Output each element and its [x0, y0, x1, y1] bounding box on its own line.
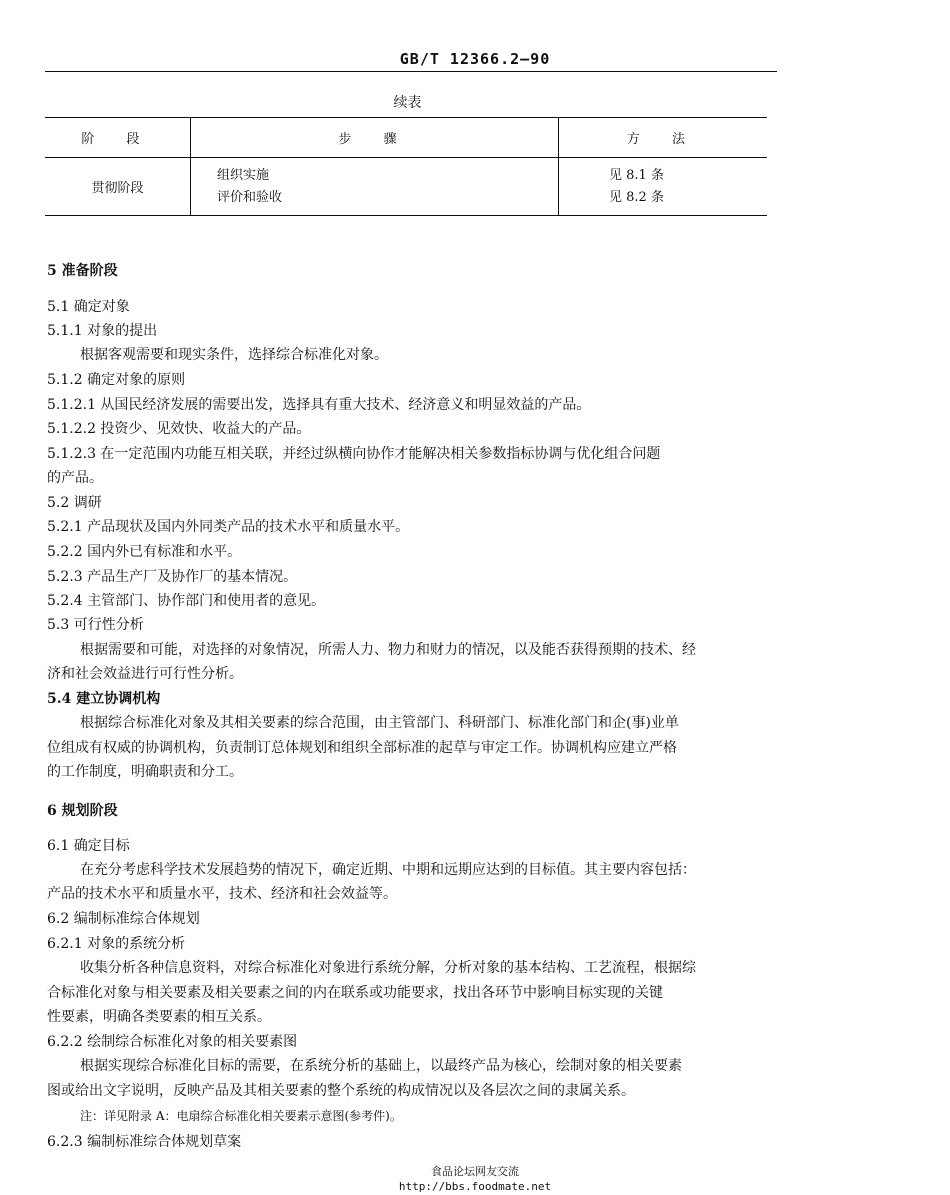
header-method: 方 法: [559, 118, 768, 158]
table-title: 续表: [393, 95, 422, 111]
clause-line: 5.1.2.2 投资少、见效快、收益大的产品。: [47, 421, 311, 437]
paragraph-line: 根据综合标准化对象及其相关要素的综合范围，由主管部门、科研部门、标准化部门和企(事)业单: [80, 715, 679, 731]
clause-heading: 5.1.2 确定对象的原则: [47, 372, 186, 388]
section-heading: 6 规划阶段: [47, 803, 118, 819]
method-item: 见 8.1 条: [609, 167, 664, 183]
clause-line: 5.2.3 产品生产厂及协作厂的基本情况。: [47, 569, 298, 585]
section-heading: 5 准备阶段: [47, 263, 118, 279]
clause-heading: 5.1.1 对象的提出: [47, 323, 158, 339]
header-steps: 步 骤: [191, 118, 559, 158]
clause-heading: 6.2.1 对象的系统分析: [47, 936, 186, 952]
step-item: 评价和验收: [217, 189, 283, 205]
clause-line: 5.2.4 主管部门、协作部门和使用者的意见。: [47, 593, 326, 609]
clause-heading: 5.1 确定对象: [47, 299, 130, 315]
header-rule: [45, 71, 777, 72]
table-header-row: [45, 118, 767, 158]
paragraph-line: 根据需要和可能，对选择的对象情况，所需人力、物力和财力的情况，以及能否获得预期的技术、经: [80, 642, 696, 658]
paragraph-line: 产品的技术水平和质量水平，技术、经济和社会效益等。: [47, 886, 397, 902]
method-item: 见 8.2 条: [609, 189, 664, 205]
header-stage: 阶 段: [45, 118, 191, 158]
paragraph-line: 图或给出文字说明，反映产品及其相关要素的整个系统的构成情况以及各层次之间的隶属关系。: [47, 1083, 635, 1099]
table-row: [45, 158, 767, 216]
cell-stage: 贯彻阶段: [45, 158, 191, 216]
continued-table: [45, 117, 767, 216]
paragraph-line: 根据实现综合标准化目标的需要，在系统分析的基础上，以最终产品为核心，绘制对象的相关要素: [80, 1058, 682, 1074]
page-footer: [0, 1164, 950, 1194]
clause-heading: 6.2.3 编制标准综合体规划草案: [47, 1134, 242, 1150]
note-line: 注：详见附录 A：电扇综合标准化相关要素示意图(参考件)。: [80, 1109, 402, 1123]
paragraph-line: 济和社会效益进行可行性分析。: [47, 666, 243, 682]
footer-site-name: 食品论坛网友交流: [431, 1165, 519, 1178]
clause-line: 5.1.2.3 在一定范围内功能互相关联，并经过纵横向协作才能解决相关参数指标协调与优化组合问题: [47, 446, 661, 462]
clause-heading: 6.1 确定目标: [47, 838, 130, 854]
paragraph-line: 在充分考虑科学技术发展趋势的情况下，确定近期、中期和远期应达到的目标值。其主要内容包括：: [80, 862, 696, 878]
paragraph-line: 合标准化对象与相关要素及相关要素之间的内在联系或功能要求，找出各环节中影响目标实现的关键: [47, 985, 663, 1001]
clause-heading: 6.2 编制标准综合体规划: [47, 911, 200, 927]
paragraph-line: 性要素，明确各类要素的相互关系。: [47, 1009, 271, 1025]
step-item: 组织实施: [217, 167, 270, 183]
paragraph-line: 根据客观需要和现实条件，选择综合标准化对象。: [80, 347, 388, 363]
clause-line: 5.1.2.1 从国民经济发展的需要出发，选择具有重大技术、经济意义和明显效益的产品。: [47, 397, 591, 413]
clause-line: 5.2.2 国内外已有标准和水平。: [47, 544, 242, 560]
paragraph-line: 的工作制度，明确职责和分工。: [47, 764, 243, 780]
cell-methods: [559, 158, 768, 216]
paragraph-line: 收集分析各种信息资料，对综合标准化对象进行系统分解，分析对象的基本结构、工艺流程，根据综: [80, 960, 696, 976]
cell-steps: [191, 158, 559, 216]
standard-code: GB/T 12366.2—90: [399, 50, 551, 68]
clause-heading: 5.3 可行性分析: [47, 617, 144, 633]
paragraph-line: 位组成有权威的协调机构，负责制订总体规划和组织全部标准的起草与审定工作。协调机构应建立严格: [47, 740, 677, 756]
clause-heading: 5.4 建立协调机构: [47, 691, 161, 707]
clause-heading: 5.2 调研: [47, 495, 102, 511]
clause-heading: 6.2.2 绘制综合标准化对象的相关要素图: [47, 1034, 298, 1050]
paragraph-line: 的产品。: [47, 470, 103, 486]
clause-line: 5.2.1 产品现状及国内外同类产品的技术水平和质量水平。: [47, 519, 410, 535]
footer-url-link[interactable]: http://bbs.foodmate.net: [398, 1180, 552, 1193]
